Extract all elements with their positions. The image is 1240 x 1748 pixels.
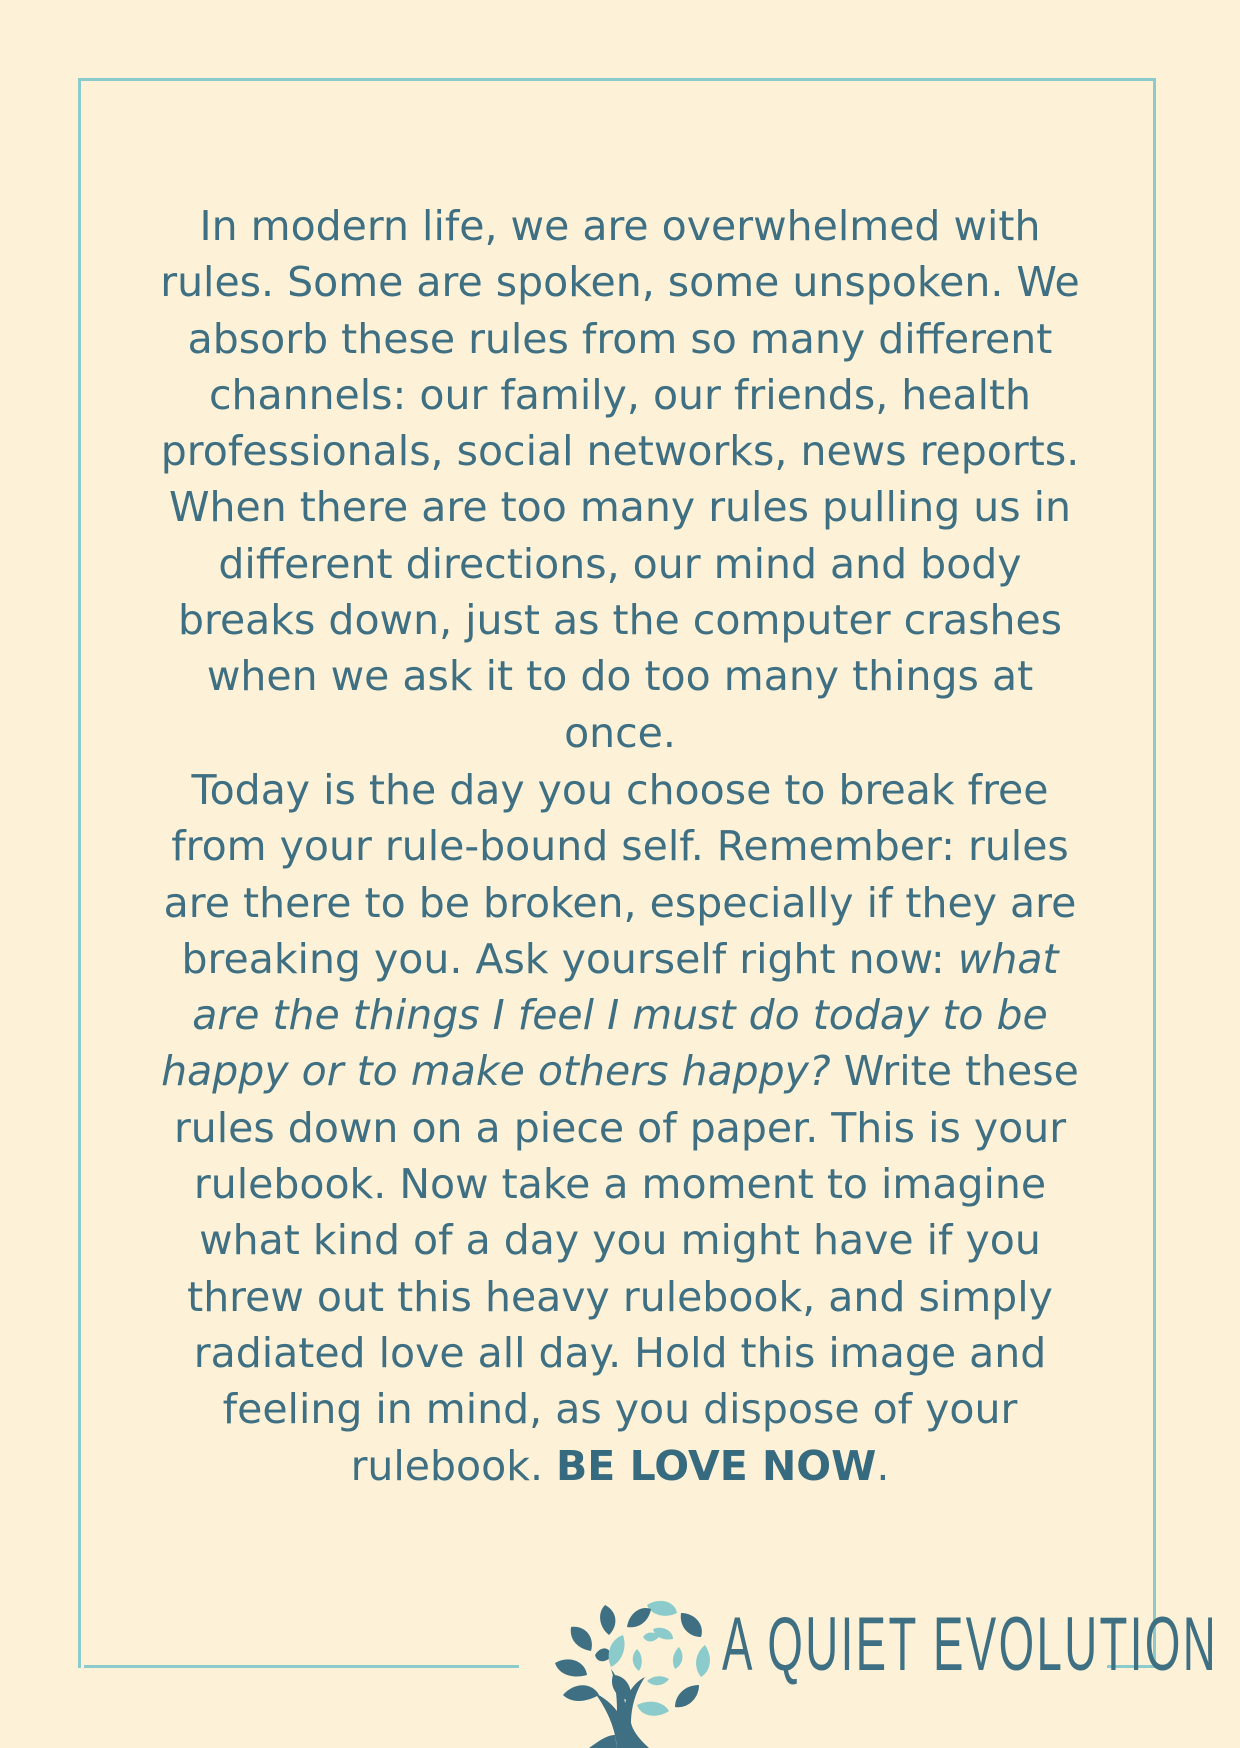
paragraph-end: . (876, 1441, 890, 1490)
frame-top-border (78, 78, 1156, 81)
paragraph-body: Write these rules down on a piece of paper. This is your rulebook. Now take a moment to imagine what kind of a day you might have if you threw out this heavy rulebook, and simply radiated love all day. Hold this image and feeling in mind, as you dispose of your rulebook. (173, 1047, 1079, 1490)
paragraph-intro: Today is the day you choose to break free from your rule-bound self. Remember: rules are there to be broken, especially if they are breaking you. Ask yourself right now: (163, 766, 1077, 983)
reflection-question: what are the things I feel I must do today to be happy or to make others happy? (161, 934, 1059, 1096)
frame-bottom-border-left (84, 1665, 519, 1668)
paragraph-modern-life: In modern life, we are overwhelmed with rules. Some are spoken, some unspoken. We absorb these rules from so many different channels: our family, our friends, health professionals, social networks, news reports. When there are too many rules pulling us in different directions, our mind and body breaks down, just as the computer crashes when we ask it to do too many things at once. (160, 202, 1080, 757)
paragraph-break-free (150, 762, 1090, 1494)
frame-right-border (1153, 78, 1156, 1668)
tree-of-leaves-icon (545, 1585, 735, 1748)
brand-name: A QUIET EVOLUTION (722, 1602, 1219, 1687)
frame-left-border (78, 78, 81, 1668)
be-love-now-emphasis: BE LOVE NOW (556, 1441, 877, 1490)
